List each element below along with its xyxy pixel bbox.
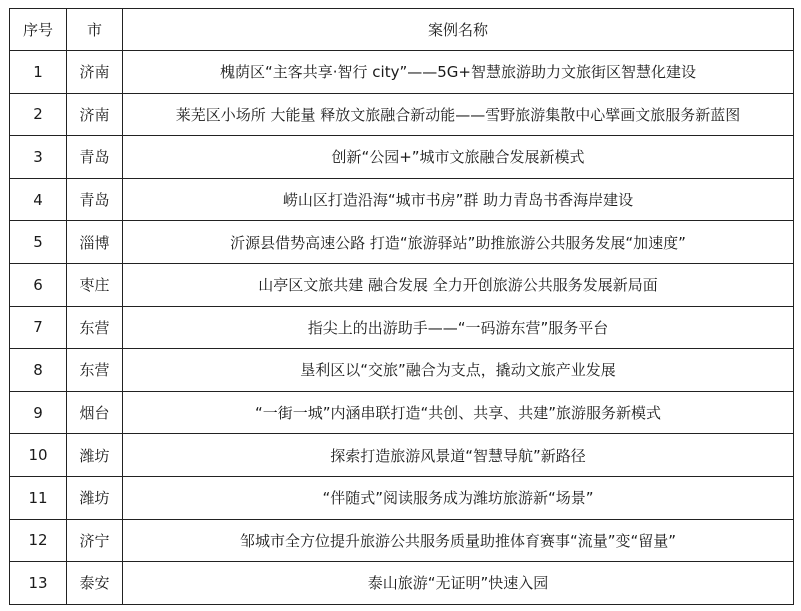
cell-city: 济宁 [67, 519, 123, 562]
cell-city: 淄博 [67, 221, 123, 264]
table-row [10, 221, 794, 264]
cell-case-name: 崂山区打造沿海“城市书房”群 助力青岛书香海岸建设 [123, 178, 794, 221]
cell-no: 12 [10, 519, 67, 562]
cell-case-name: 垦利区以“交旅”融合为支点，撬动文旅产业发展 [123, 349, 794, 392]
cell-case-name: “一街一城”内涵串联打造“共创、共享、共建”旅游服务新模式 [123, 391, 794, 434]
table-row [10, 306, 794, 349]
cell-no: 7 [10, 306, 67, 349]
cell-city: 青岛 [67, 136, 123, 179]
cell-case-name: 泰山旅游“无证明”快速入园 [123, 562, 794, 605]
cell-no: 2 [10, 93, 67, 136]
cell-city: 济南 [67, 93, 123, 136]
table-row [10, 93, 794, 136]
case-table [9, 8, 794, 605]
cell-no: 10 [10, 434, 67, 477]
cell-city: 泰安 [67, 562, 123, 605]
cell-case-name: 探索打造旅游风景道“智慧导航”新路径 [123, 434, 794, 477]
table-row [10, 178, 794, 221]
table-row [10, 349, 794, 392]
cell-no: 8 [10, 349, 67, 392]
table-row [10, 263, 794, 306]
table-row [10, 391, 794, 434]
cell-case-name: 槐荫区“主客共享·智行 city”——5G+智慧旅游助力文旅街区智慧化建设 [123, 51, 794, 94]
cell-city: 东营 [67, 306, 123, 349]
cell-city: 潍坊 [67, 434, 123, 477]
table-row [10, 519, 794, 562]
cell-case-name: 沂源县借势高速公路 打造“旅游驿站”助推旅游公共服务发展“加速度” [123, 221, 794, 264]
cell-case-name: 创新“公园+”城市文旅融合发展新模式 [123, 136, 794, 179]
table-header [10, 9, 794, 51]
header-no: 序号 [10, 9, 67, 51]
cell-city: 潍坊 [67, 476, 123, 519]
cell-city: 东营 [67, 349, 123, 392]
header-city: 市 [67, 9, 123, 51]
table-row [10, 136, 794, 179]
cell-case-name: 指尖上的出游助手——“一码游东营”服务平台 [123, 306, 794, 349]
cell-no: 11 [10, 476, 67, 519]
header-row [10, 9, 794, 51]
table-row [10, 434, 794, 477]
cell-case-name: 莱芜区小场所 大能量 释放文旅融合新动能——雪野旅游集散中心擘画文旅服务新蓝图 [123, 93, 794, 136]
header-case-name: 案例名称 [123, 9, 794, 51]
cell-no: 6 [10, 263, 67, 306]
table-row [10, 562, 794, 605]
cell-no: 13 [10, 562, 67, 605]
table-row [10, 476, 794, 519]
table-body [10, 51, 794, 605]
cell-case-name: “伴随式”阅读服务成为潍坊旅游新“场景” [123, 476, 794, 519]
cell-no: 5 [10, 221, 67, 264]
cell-no: 9 [10, 391, 67, 434]
cell-no: 3 [10, 136, 67, 179]
cell-city: 烟台 [67, 391, 123, 434]
cell-no: 4 [10, 178, 67, 221]
cell-case-name: 山亭区文旅共建 融合发展 全力开创旅游公共服务发展新局面 [123, 263, 794, 306]
cell-case-name: 邹城市全方位提升旅游公共服务质量助推体育赛事“流量”变“留量” [123, 519, 794, 562]
cell-city: 济南 [67, 51, 123, 94]
cell-city: 青岛 [67, 178, 123, 221]
cell-no: 1 [10, 51, 67, 94]
table-row [10, 51, 794, 94]
cell-city: 枣庄 [67, 263, 123, 306]
